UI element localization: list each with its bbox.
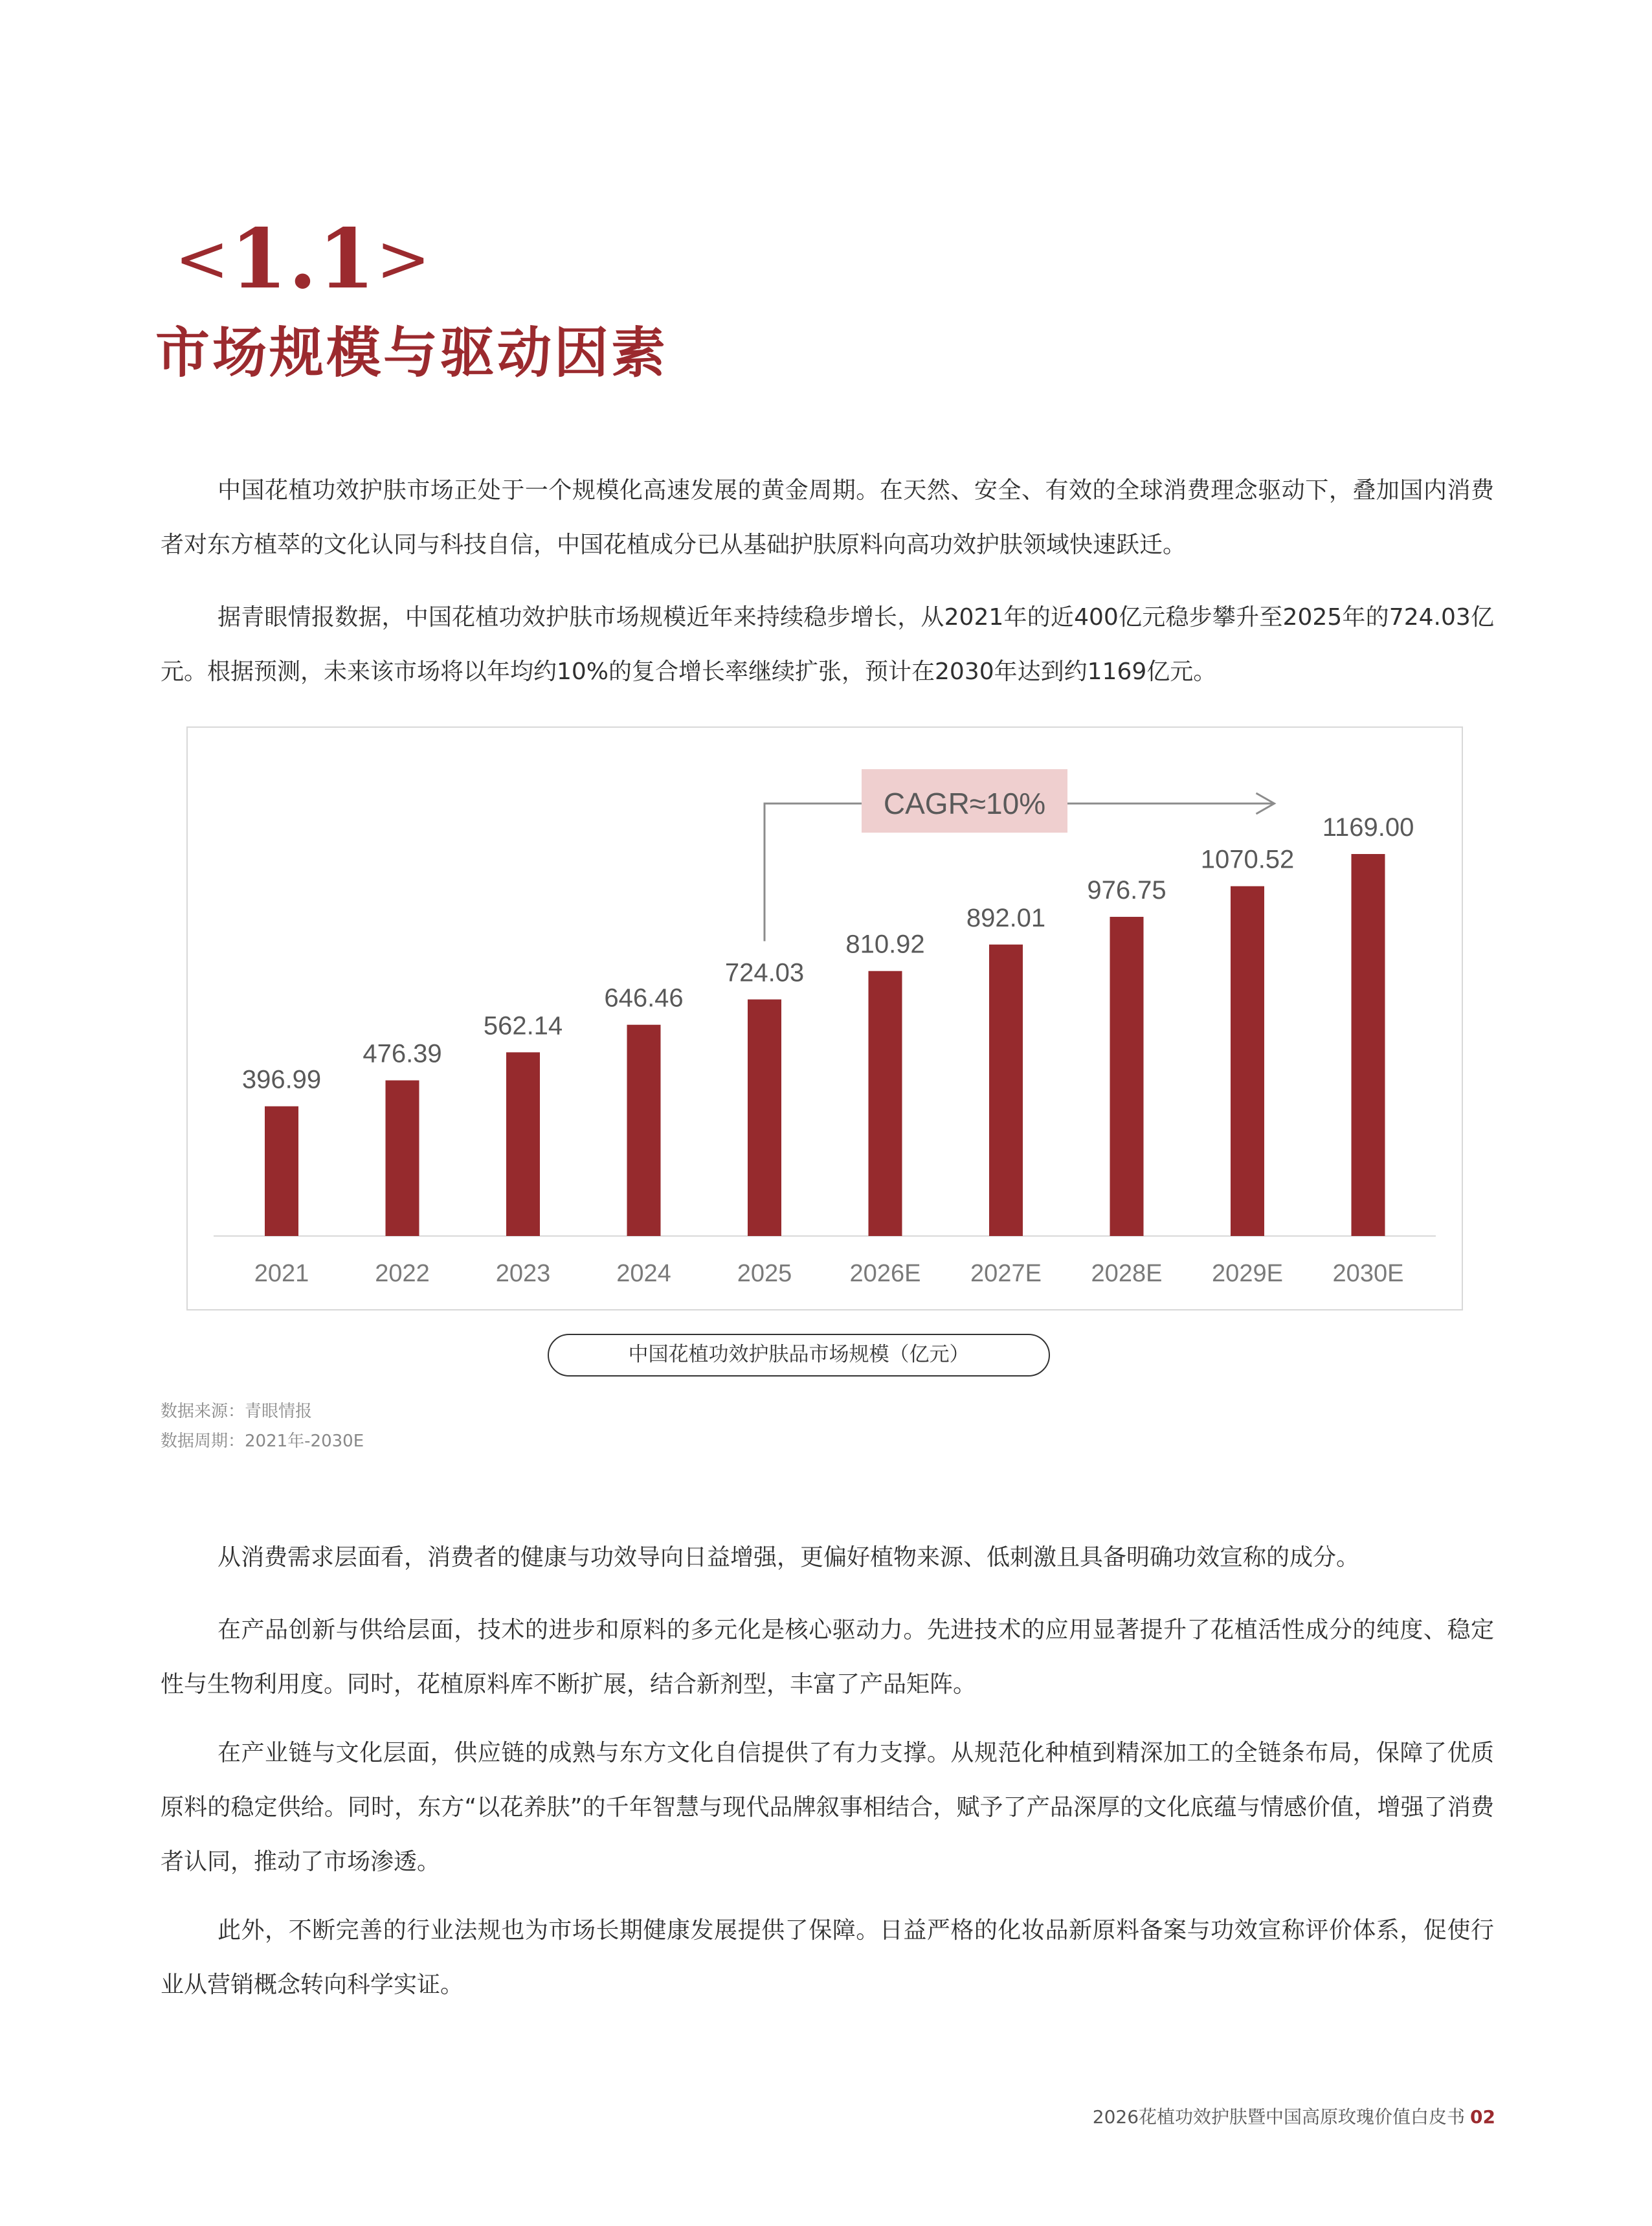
data-source: 数据来源：青眼情报: [161, 1402, 313, 1421]
x-tick-2021: 2021: [254, 1260, 309, 1287]
data-period: 数据周期：2021年-2030E: [161, 1432, 364, 1451]
bar-2026E: [869, 971, 902, 1236]
bar-2027E: [989, 945, 1023, 1236]
section-number-value: 1.1: [230, 211, 377, 307]
value-label-2025: 724.03: [724, 958, 805, 987]
x-tick-2030E: 2030E: [1332, 1260, 1404, 1287]
bar-2024: [627, 1025, 661, 1236]
bar-2030E: [1352, 854, 1385, 1236]
value-label-2028E: 976.75: [1087, 876, 1166, 905]
x-tick-2028E: 2028E: [1091, 1260, 1163, 1287]
value-label-2022: 476.39: [363, 1039, 442, 1068]
section-title: 市场规模与驱动因素: [155, 320, 669, 385]
x-tick-2022: 2022: [375, 1260, 430, 1287]
bar-2023: [506, 1052, 540, 1236]
x-tick-2029E: 2029E: [1212, 1260, 1283, 1287]
value-label-2021: 396.99: [241, 1065, 322, 1094]
bar-chart-svg: [188, 728, 1462, 1309]
paragraph-supply-chain: 在产业链与文化层面，供应链的成熟与东方文化自信提供了有力支撑。从规范化种植到精深加工的全链条布局，保障了优质原料的稳定供给。同时，东方“以花养肤”的千年智慧与现代品牌叙事相结合，赋予了产品深厚的文化底蕴与情感价值，增强了消费者认同，推动了市场渗透。: [161, 1740, 1494, 1875]
paragraph-consumer-demand: 从消费需求层面看，消费者的健康与功效导向日益增强，更偏好植物来源、低刺激且具备明确功效宣称的成分。: [218, 1544, 1360, 1571]
market-size-chart: [186, 726, 1463, 1310]
bar-2021: [265, 1107, 298, 1236]
cagr-label: CAGR≈10%: [883, 787, 1046, 820]
value-label-2026E: 810.92: [845, 930, 925, 959]
page-footer: [1093, 2104, 1495, 2130]
section-number: [175, 211, 432, 307]
paragraph-regulation: 此外，不断完善的行业法规也为市场长期健康发展提供了保障。日益严格的化妆品新原料备案与功效宣称评价体系，促使行业从营销概念转向科学实证。: [161, 1917, 1494, 1998]
value-label-2030E: 1169.00: [1322, 813, 1414, 842]
value-label-2024: 646.46: [604, 984, 684, 1013]
value-label-2027E: 892.01: [966, 903, 1046, 932]
paragraph-market-data: 据青眼情报数据，中国花植功效护肤市场规模近年来持续稳步增长，从2021年的近400亿元稳步攀升至2025年的724.03亿元。根据预测，未来该市场将以年均约10%的复合增长率继续扩张，预计在2030年达到约1169亿元。: [161, 604, 1494, 685]
bracket-close: >: [376, 221, 432, 297]
x-tick-2026E: 2026E: [849, 1260, 921, 1287]
x-tick-2027E: 2027E: [970, 1260, 1042, 1287]
paragraph-product-innovation: 在产品创新与供给层面，技术的进步和原料的多元化是核心驱动力。先进技术的应用显著提升了花植活性成分的纯度、稳定性与生物利用度。同时，花植原料库不断扩展，结合新剂型，丰富了产品矩阵。: [161, 1617, 1494, 1698]
bracket-open: <: [175, 221, 230, 297]
x-tick-2023: 2023: [495, 1260, 551, 1287]
bar-2025: [748, 1000, 781, 1236]
chart-caption: 中国花植功效护肤品市场规模（亿元）: [548, 1334, 1050, 1377]
value-label-2023: 562.14: [483, 1011, 563, 1040]
page-number: 02: [1470, 2106, 1495, 2128]
bar-2028E: [1110, 917, 1144, 1236]
value-label-2029E: 1070.52: [1200, 845, 1295, 874]
x-tick-2025: 2025: [737, 1260, 792, 1287]
footer-title: 2026花植功效护肤暨中国高原玫瑰价值白皮书: [1092, 2106, 1466, 2128]
bar-2029E: [1231, 886, 1264, 1236]
x-tick-2024: 2024: [616, 1260, 671, 1287]
paragraph-intro: 中国花植功效护肤市场正处于一个规模化高速发展的黄金周期。在天然、安全、有效的全球消费理念驱动下，叠加国内消费者对东方植萃的文化认同与科技自信，中国花植成分已从基础护肤原料向高功效护肤领域快速跃迁。: [161, 477, 1494, 558]
bar-2022: [386, 1081, 419, 1236]
